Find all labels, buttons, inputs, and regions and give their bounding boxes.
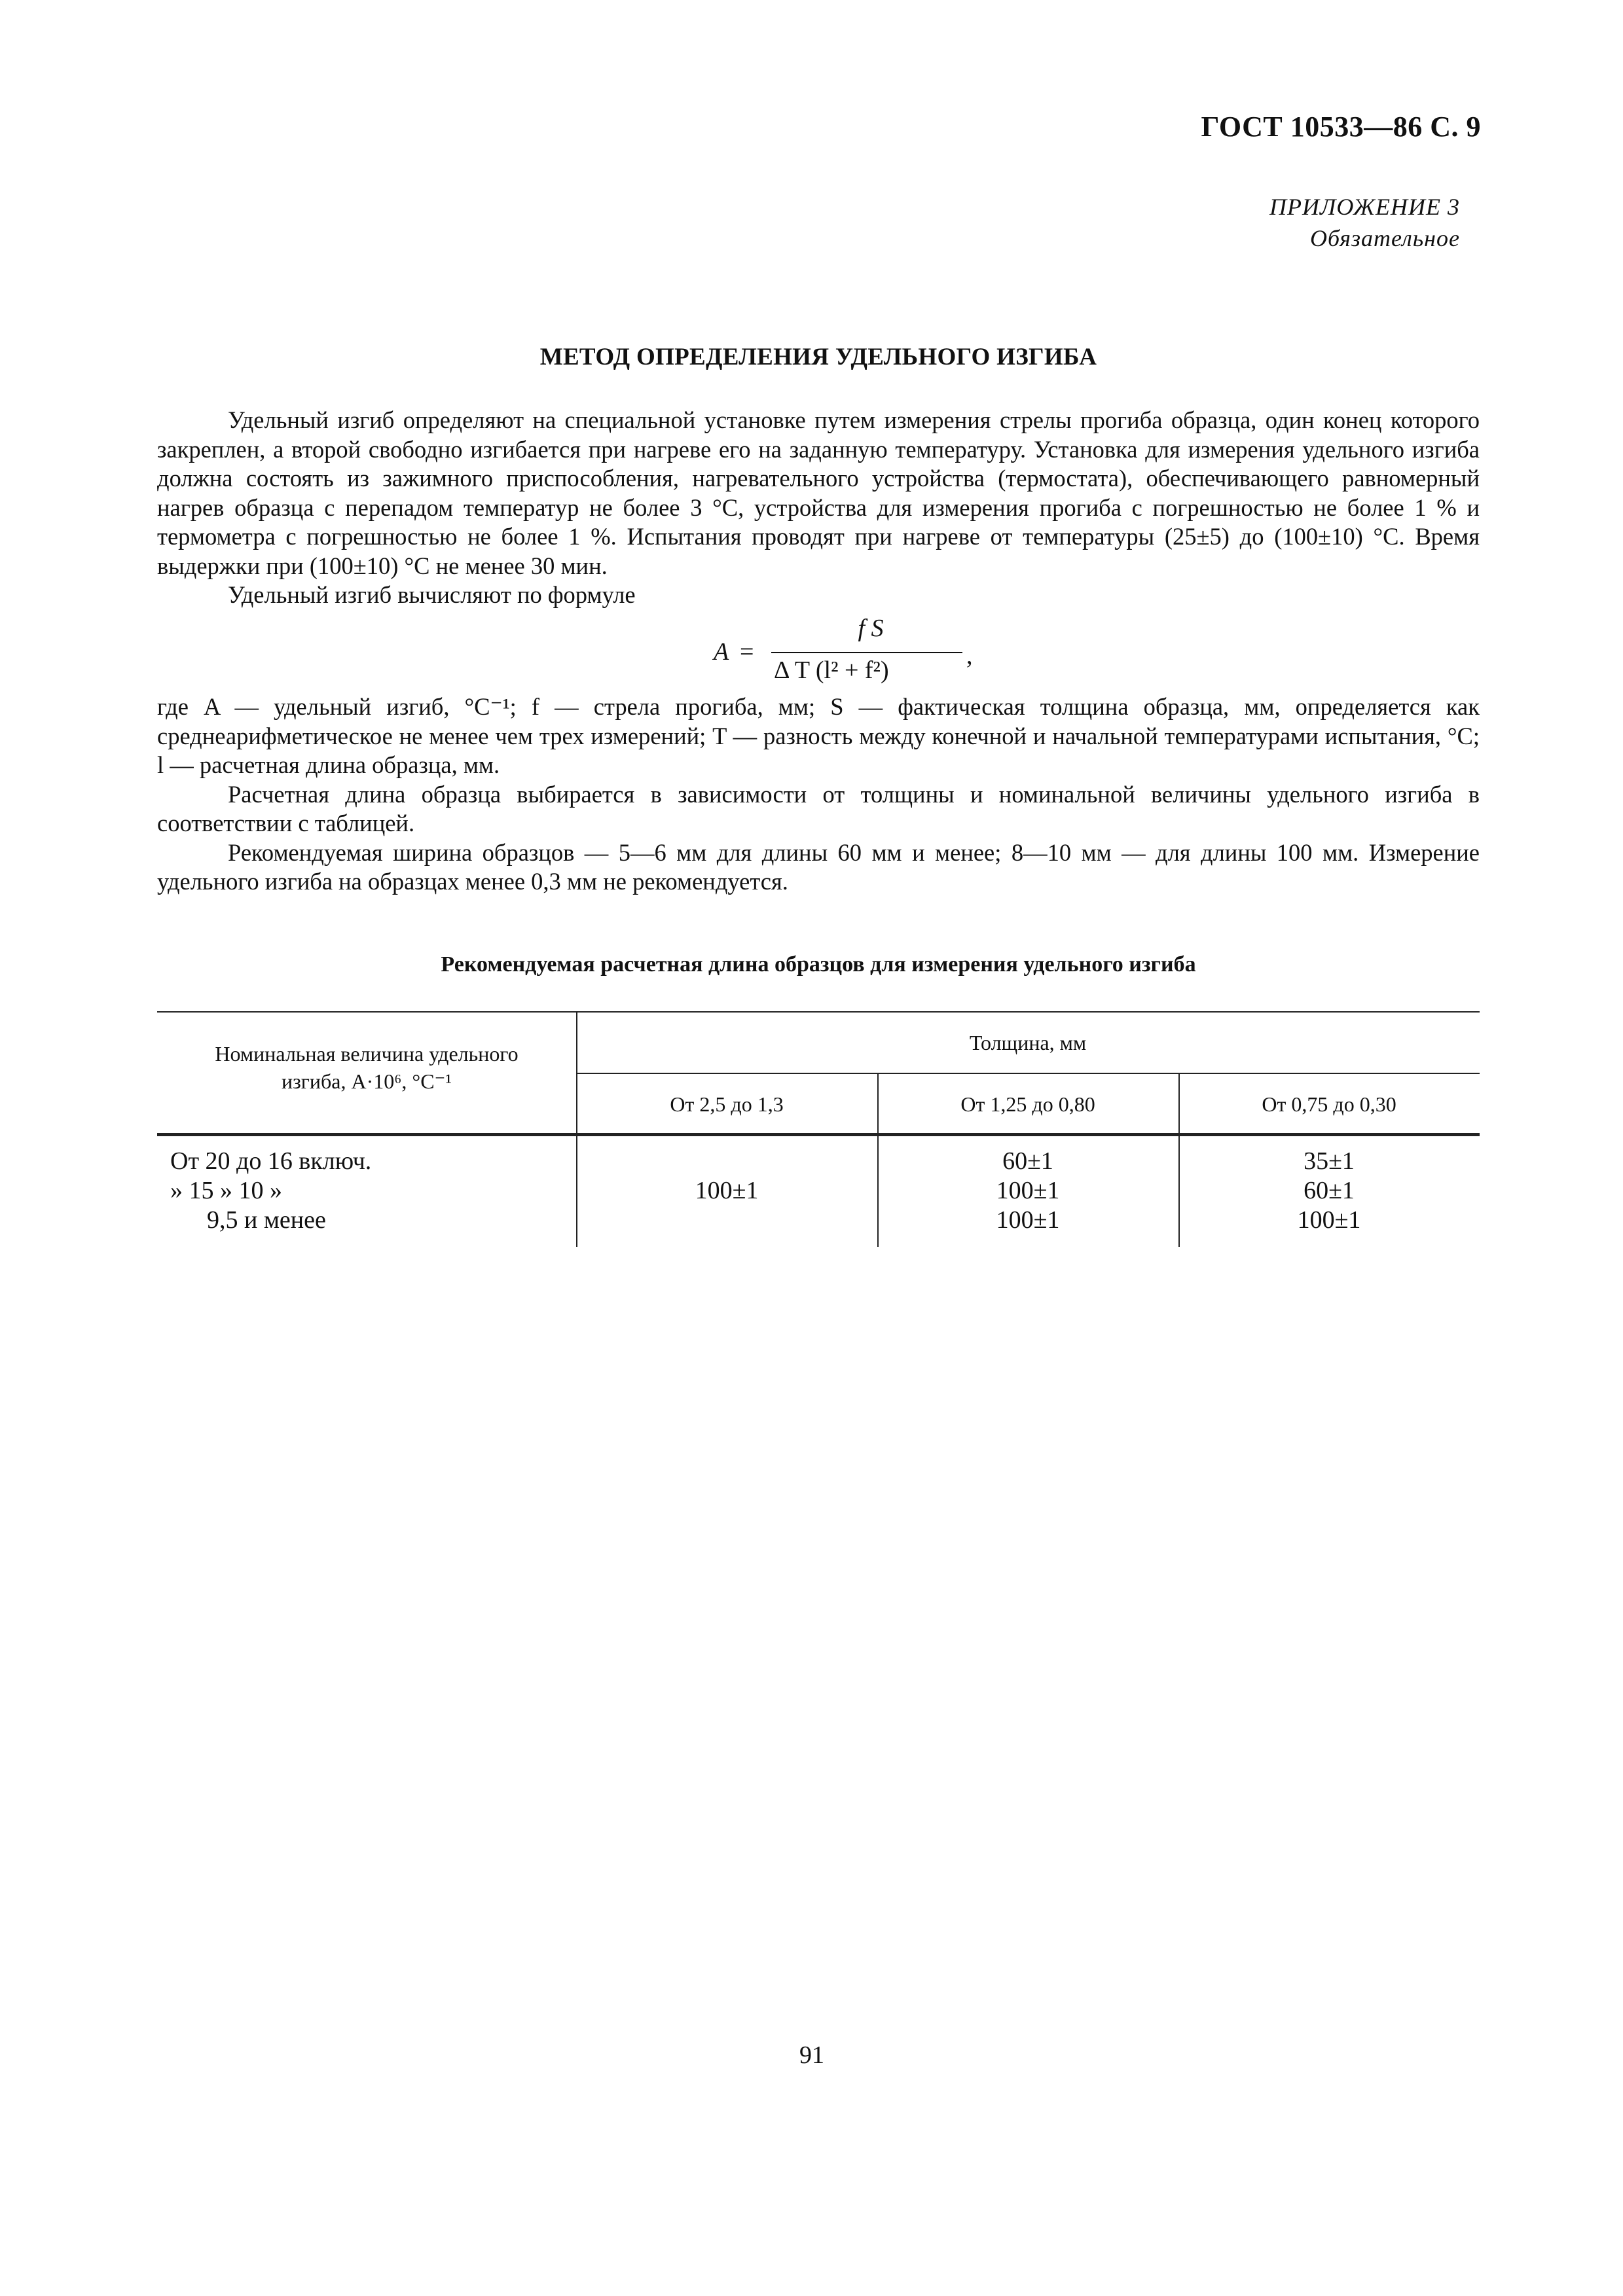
cell-col3-row2: 60±1 bbox=[1304, 1177, 1355, 1204]
row-label-3: 9,5 и менее bbox=[207, 1206, 326, 1234]
appendix-status: Обязательное bbox=[1310, 225, 1460, 251]
formula-equals: = bbox=[740, 638, 754, 666]
table-top-rule bbox=[157, 1011, 1480, 1013]
cell-col1-merged: 100±1 bbox=[695, 1177, 759, 1204]
group-header-rule bbox=[576, 1073, 1480, 1074]
formula bbox=[714, 614, 973, 692]
row-label-2: » 15 » 10 » bbox=[170, 1177, 282, 1204]
intro-text bbox=[157, 406, 1480, 610]
paragraph-width: Рекомендуемая ширина образцов — 5—6 мм для длины 60 мм и менее; 8—10 мм — для длины 100 мм. Измерение удельного изгиба на образцах менее 0,3 мм не рекомендуется. bbox=[157, 838, 1480, 895]
cell-col2-row3: 100±1 bbox=[996, 1206, 1060, 1234]
page-number: 91 bbox=[799, 2041, 824, 2069]
formula-lhs: A bbox=[714, 638, 729, 666]
paragraph-formula-intro: Удельный изгиб вычисляют по формуле bbox=[228, 581, 636, 608]
definitions-text bbox=[157, 692, 1480, 897]
appendix-name: ПРИЛОЖЕНИЕ 3 bbox=[1269, 194, 1460, 220]
row-header-line1: Номинальная величина удельного bbox=[215, 1042, 519, 1066]
paragraph-definitions: где A — удельный изгиб, °С⁻¹; f — стрела прогиба, мм; S — фактическая толщина образца, мм, определяется как среднеарифметическое не менее чем трех измерений; T — разность между конечной и начальной температурами испытания, °С; l — расчетная длина образца, мм. bbox=[157, 693, 1480, 778]
formula-comma: , bbox=[966, 642, 973, 670]
specimen-length-table bbox=[157, 1011, 1480, 1247]
row-header-line2: изгиба, A·10⁶, °С⁻¹ bbox=[281, 1069, 452, 1093]
formula-numerator: f S bbox=[858, 615, 884, 642]
column-header-2: От 1,25 до 0,80 bbox=[960, 1092, 1095, 1116]
row-label-1: От 20 до 16 включ. bbox=[170, 1147, 372, 1175]
cell-col3-row1: 35±1 bbox=[1304, 1147, 1355, 1175]
cell-col2-row2: 100±1 bbox=[996, 1177, 1060, 1204]
cell-col2-row1: 60±1 bbox=[1002, 1147, 1053, 1175]
group-header: Толщина, мм bbox=[969, 1031, 1087, 1054]
row-header bbox=[157, 1040, 576, 1095]
table-caption: Рекомендуемая расчетная длина образцов для измерения удельного изгиба bbox=[441, 952, 1196, 977]
column-header-3: От 0,75 до 0,30 bbox=[1262, 1092, 1396, 1116]
formula-denominator: Δ T (l² + f²) bbox=[774, 656, 889, 684]
header-bottom-rule bbox=[157, 1133, 1480, 1136]
section-title: МЕТОД ОПРЕДЕЛЕНИЯ УДЕЛЬНОГО ИЗГИБА bbox=[539, 344, 1097, 370]
standard-header: ГОСТ 10533—86 С. 9 bbox=[1201, 111, 1481, 143]
column-header-1: От 2,5 до 1,3 bbox=[670, 1092, 784, 1116]
cell-col3-row3: 100±1 bbox=[1297, 1206, 1361, 1234]
fraction-bar bbox=[771, 652, 962, 653]
paragraph-length-choice: Расчетная длина образца выбирается в зависимости от толщины и номинальной величины удельного изгиба в соответствии с таблицей. bbox=[157, 780, 1480, 836]
appendix-label bbox=[1237, 191, 1460, 254]
paragraph-method: Удельный изгиб определяют на специальной установке путем измерения стрелы прогиба образца, один конец которого закреплен, а второй свободно изгибается при нагреве его на заданную температуру. Установка для измерения удельного изгиба должна состоять из зажимного приспособления, нагревательного устройства (термостата), обеспечивающего равномерный нагрев образца с перепадом температур не более 3 °С, устройства для измерения прогиба с погрешностью не более 1 % и термометра с погрешностью не более 1 %. Испытания проводят при нагреве от температуры (25±5) до (100±10) °С. Время выдержки при (100±10) °С не менее 30 мин. bbox=[157, 406, 1480, 579]
